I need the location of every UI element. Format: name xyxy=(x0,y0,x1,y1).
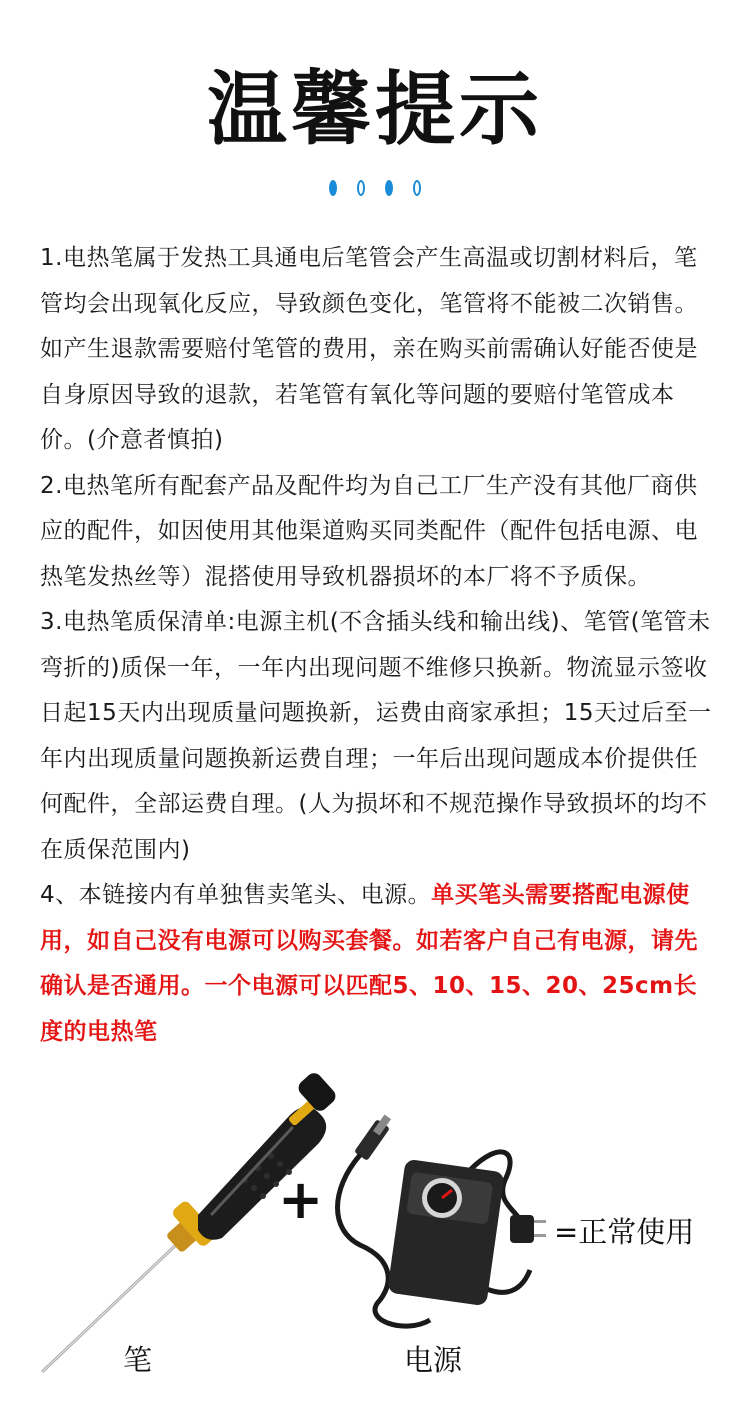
equals-normal-use: =正常使用 xyxy=(554,1215,695,1249)
notice-item-4-normal: 4、本链接内有单独售卖笔头、电源。 xyxy=(40,882,432,908)
notice-text xyxy=(40,236,712,1055)
page-title: 温馨提示 xyxy=(207,63,543,156)
pen-label: 笔 xyxy=(123,1343,153,1377)
dot-1 xyxy=(329,180,337,196)
notice-item-4-warning: 单买笔头需要搭配电源使用，如自己没有电源可以购买套餐。如若客户自己有电源，请先确认是否通用。一个电源可以匹配5、10、15、20、25cm长度的电热笔 xyxy=(40,882,698,1045)
notice-item-1: 1.电热笔属于发热工具通电后笔管会产生高温或切割材料后，笔管均会出现氧化反应，导致颜色变化，笔管将不能被二次销售。如产生退款需要赔付笔管的费用，亲在购买前需确认好能否使是自身原因导致的退款，若笔管有氧化等问题的要赔付笔管成本价。(介意者慎拍) xyxy=(40,245,698,453)
dot-3 xyxy=(385,180,393,196)
plus-sign: + xyxy=(278,1168,324,1231)
power-label: 电源 xyxy=(404,1343,463,1377)
notice-item-4 xyxy=(40,873,712,1055)
notice-item-3: 3.电热笔质保清单:电源主机(不含插头线和输出线)、笔管(笔管未弯折的)质保一年，一年内出现问题不维修只换新。物流显示签收日起15天内出现质量问题换新，运费由商家承担；15天过后至一年内出现质量问题换新运费自理；一年后出现问题成本价提供任何配件，全部运费自理。(人为损坏和不规范操作导致损坏的均不在质保范围内) xyxy=(40,609,712,863)
dot-4 xyxy=(413,180,421,196)
dot-2 xyxy=(357,180,365,196)
pagination-dots xyxy=(0,180,750,196)
power-adapter-image xyxy=(338,1115,547,1327)
notice-item-2: 2.电热笔所有配套产品及配件均为自己工厂生产没有其他厂商供应的配件，如因使用其他渠道购买同类配件（配件包括电源、电热笔发热丝等）混搭使用导致机器损坏的本厂将不予质保。 xyxy=(40,472,698,590)
